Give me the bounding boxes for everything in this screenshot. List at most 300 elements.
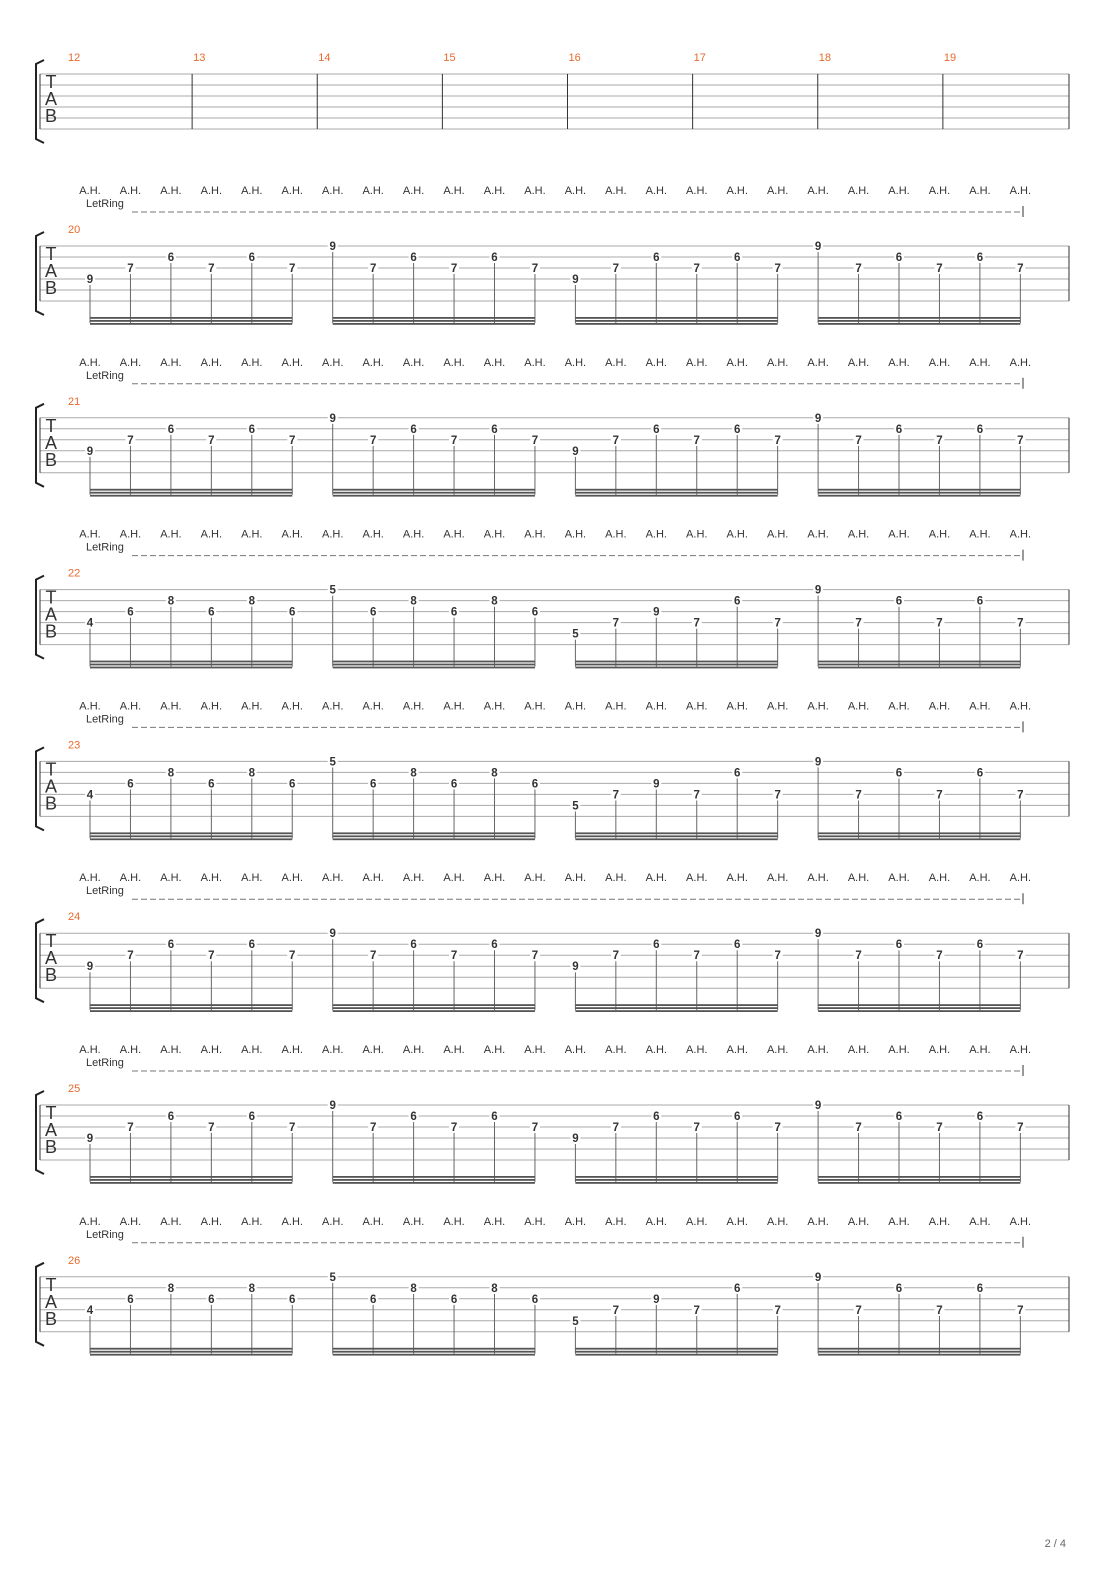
fret-number: 7 — [693, 617, 700, 630]
fret-number: 6 — [733, 595, 741, 608]
artificial-harmonic-label: A.H. — [200, 1044, 223, 1056]
tab-clef-letter: A — [44, 89, 58, 109]
artificial-harmonic-label: A.H. — [200, 185, 223, 197]
sixteenth-beam — [333, 661, 535, 663]
artificial-harmonic-label: A.H. — [847, 185, 870, 197]
artificial-harmonic-label: A.H. — [443, 356, 465, 369]
fret-number: 6 — [127, 778, 134, 791]
artificial-harmonic-label: A.H. — [281, 356, 303, 369]
artificial-harmonic-label: A.H. — [645, 356, 668, 369]
fret-number: 7 — [531, 1122, 539, 1134]
sixteenth-beam — [333, 1348, 535, 1350]
artificial-harmonic-label: A.H. — [443, 700, 465, 713]
sixteenth-beam — [333, 832, 535, 834]
fret-number: 7 — [208, 434, 215, 447]
artificial-harmonic-label: A.H. — [847, 1215, 870, 1228]
fret-number: 9 — [814, 1271, 822, 1284]
artificial-harmonic-label: A.H. — [847, 872, 870, 885]
fret-number: 9 — [814, 928, 822, 941]
fret-number: 7 — [450, 950, 458, 963]
sixteenth-beam — [333, 1354, 535, 1356]
fret-number: 7 — [127, 434, 134, 447]
sixteenth-beam — [333, 1004, 535, 1006]
sixteenth-beam — [333, 1010, 535, 1012]
fret-number: 6 — [733, 1111, 741, 1123]
artificial-harmonic-label: A.H. — [564, 700, 587, 713]
artificial-harmonic-label: A.H. — [726, 528, 748, 541]
artificial-harmonic-label: A.H. — [200, 356, 223, 369]
let-ring-label: LetRing — [86, 885, 124, 898]
sixteenth-beam — [90, 835, 292, 837]
artificial-harmonic-label: A.H. — [888, 528, 910, 541]
artificial-harmonic-label: A.H. — [524, 872, 546, 885]
fret-number: 6 — [733, 252, 741, 264]
fret-number: 7 — [855, 1122, 862, 1134]
sixteenth-beam — [90, 1348, 292, 1350]
let-ring-label: LetRing — [86, 713, 124, 726]
sixteenth-beam — [818, 1007, 1020, 1009]
artificial-harmonic-label: A.H. — [524, 185, 546, 197]
fret-number: 7 — [774, 950, 781, 963]
sixteenth-beam — [575, 323, 777, 325]
artificial-harmonic-label: A.H. — [200, 1215, 223, 1228]
fret-number: 7 — [208, 1122, 215, 1134]
artificial-harmonic-label: A.H. — [362, 185, 384, 197]
artificial-harmonic-label: A.H. — [726, 185, 748, 197]
fret-number: 6 — [450, 778, 458, 791]
fret-number: 7 — [612, 1122, 620, 1134]
artificial-harmonic-label: A.H. — [1009, 356, 1032, 369]
measure-number: 24 — [68, 911, 81, 924]
fret-number: 9 — [329, 928, 336, 941]
sixteenth-beam — [333, 323, 535, 325]
fret-number: 6 — [976, 767, 984, 780]
fret-number: 7 — [936, 263, 943, 275]
fret-number: 9 — [86, 961, 94, 974]
fret-number: 6 — [976, 939, 984, 952]
artificial-harmonic-label: A.H. — [362, 872, 384, 885]
artificial-harmonic-label: A.H. — [160, 528, 182, 541]
sixteenth-beam — [90, 667, 292, 669]
tab-clef-letter: B — [44, 965, 58, 986]
artificial-harmonic-label: A.H. — [483, 1044, 506, 1056]
artificial-harmonic-label: A.H. — [524, 528, 546, 541]
fret-number: 9 — [814, 412, 822, 425]
sixteenth-beam — [333, 492, 535, 494]
artificial-harmonic-label: A.H. — [281, 700, 303, 713]
fret-number: 7 — [369, 434, 377, 447]
sixteenth-beam — [333, 835, 535, 837]
fret-number: 6 — [653, 1111, 660, 1123]
artificial-harmonic-label: A.H. — [281, 185, 303, 197]
measure-number: 13 — [193, 52, 206, 64]
artificial-harmonic-label: A.H. — [645, 700, 668, 713]
fret-number: 6 — [167, 939, 175, 952]
fret-number: 6 — [653, 939, 660, 952]
fret-number: 6 — [895, 1282, 903, 1295]
artificial-harmonic-label: A.H. — [483, 528, 506, 541]
artificial-harmonic-label: A.H. — [969, 700, 991, 713]
fret-number: 6 — [733, 1282, 741, 1295]
artificial-harmonic-label: A.H. — [443, 1215, 465, 1228]
sixteenth-beam — [575, 664, 777, 666]
fret-number: 6 — [289, 1293, 296, 1306]
artificial-harmonic-label: A.H. — [119, 1044, 142, 1056]
artificial-harmonic-label: A.H. — [564, 1044, 587, 1056]
fret-number: 8 — [167, 1282, 175, 1295]
artificial-harmonic-label: A.H. — [79, 872, 101, 885]
artificial-harmonic-label: A.H. — [888, 700, 910, 713]
artificial-harmonic-label: A.H. — [645, 1215, 668, 1228]
fret-number: 7 — [289, 950, 296, 963]
artificial-harmonic-label: A.H. — [928, 1044, 951, 1056]
fret-number: 7 — [450, 263, 458, 275]
fret-number: 9 — [653, 606, 660, 619]
sixteenth-beam — [575, 1176, 777, 1178]
fret-number: 7 — [1017, 1304, 1024, 1317]
tab-clef-letter: B — [44, 1137, 58, 1157]
artificial-harmonic-label: A.H. — [119, 185, 142, 197]
sixteenth-beam — [90, 661, 292, 663]
fret-number: 7 — [369, 950, 377, 963]
sixteenth-beam — [575, 1182, 777, 1184]
artificial-harmonic-label: A.H. — [888, 1215, 910, 1228]
sixteenth-beam — [90, 1354, 292, 1356]
tab-clef-letter: T — [45, 415, 57, 436]
fret-number: 6 — [491, 1111, 498, 1123]
sixteenth-beam — [818, 1176, 1020, 1178]
fret-number: 7 — [289, 1122, 296, 1134]
sixteenth-beam — [818, 489, 1020, 491]
sixteenth-beam — [90, 1007, 292, 1009]
artificial-harmonic-label: A.H. — [807, 1215, 829, 1228]
fret-number: 7 — [774, 263, 781, 275]
measure-number: 12 — [68, 52, 81, 64]
sixteenth-beam — [333, 1176, 535, 1178]
fret-number: 9 — [572, 961, 579, 974]
artificial-harmonic-label: A.H. — [686, 1215, 708, 1228]
artificial-harmonic-label: A.H. — [160, 356, 182, 369]
artificial-harmonic-label: A.H. — [402, 185, 425, 197]
artificial-harmonic-label: A.H. — [686, 1044, 708, 1056]
artificial-harmonic-label: A.H. — [969, 185, 991, 197]
artificial-harmonic-label: A.H. — [888, 356, 910, 369]
artificial-harmonic-label: A.H. — [605, 356, 627, 369]
fret-number: 6 — [895, 595, 903, 608]
fret-number: 6 — [410, 423, 417, 436]
tab-clef-letter: A — [44, 604, 58, 625]
measure-number: 15 — [443, 52, 456, 64]
artificial-harmonic-label: A.H. — [766, 872, 789, 885]
fret-number: 7 — [774, 617, 781, 630]
artificial-harmonic-label: A.H. — [402, 356, 425, 369]
fret-number: 9 — [814, 241, 822, 253]
artificial-harmonic-label: A.H. — [443, 528, 465, 541]
artificial-harmonic-label: A.H. — [766, 1044, 789, 1056]
artificial-harmonic-label: A.H. — [807, 700, 829, 713]
sixteenth-beam — [90, 838, 292, 840]
measure-number: 17 — [693, 52, 706, 64]
sixteenth-beam — [818, 495, 1020, 497]
artificial-harmonic-label: A.H. — [564, 1215, 587, 1228]
artificial-harmonic-label: A.H. — [321, 700, 344, 713]
sixteenth-beam — [333, 1182, 535, 1184]
fret-number: 7 — [1017, 263, 1024, 275]
tab-clef-letter: T — [45, 1274, 57, 1295]
fret-number: 7 — [208, 263, 215, 275]
fret-number: 9 — [814, 584, 822, 597]
fret-number: 8 — [410, 1282, 417, 1295]
sixteenth-beam — [575, 667, 777, 669]
artificial-harmonic-label: A.H. — [443, 1044, 465, 1056]
sixteenth-beam — [90, 1182, 292, 1184]
artificial-harmonic-label: A.H. — [726, 700, 748, 713]
fret-number: 6 — [167, 423, 175, 436]
fret-number: 7 — [855, 789, 862, 802]
artificial-harmonic-label: A.H. — [686, 700, 708, 713]
fret-number: 8 — [248, 595, 256, 608]
fret-number: 6 — [895, 252, 903, 264]
fret-number: 7 — [531, 950, 539, 963]
fret-number: 7 — [289, 434, 296, 447]
let-ring-label: LetRing — [86, 1228, 124, 1241]
artificial-harmonic-label: A.H. — [119, 872, 142, 885]
let-ring-label: LetRing — [86, 198, 124, 210]
fret-number: 7 — [450, 434, 458, 447]
sixteenth-beam — [90, 1004, 292, 1006]
fret-number: 7 — [612, 950, 620, 963]
fret-number: 4 — [86, 617, 94, 630]
measure-number: 25 — [68, 1083, 81, 1095]
fret-number: 6 — [491, 939, 498, 952]
tab-clef-letter: B — [44, 793, 58, 814]
fret-number: 6 — [289, 778, 296, 791]
artificial-harmonic-label: A.H. — [726, 872, 748, 885]
sixteenth-beam — [575, 489, 777, 491]
artificial-harmonic-label: A.H. — [847, 356, 870, 369]
artificial-harmonic-label: A.H. — [160, 1215, 182, 1228]
fret-number: 9 — [86, 1133, 94, 1145]
fret-number: 7 — [1017, 434, 1024, 447]
tab-clef-letter: T — [45, 72, 57, 92]
artificial-harmonic-label: A.H. — [847, 528, 870, 541]
fret-number: 5 — [329, 584, 336, 597]
sixteenth-beam — [575, 492, 777, 494]
artificial-harmonic-label: A.H. — [686, 185, 708, 197]
fret-number: 6 — [369, 1293, 377, 1306]
artificial-harmonic-label: A.H. — [241, 1044, 263, 1056]
sixteenth-beam — [575, 835, 777, 837]
artificial-harmonic-label: A.H. — [362, 1215, 384, 1228]
fret-number: 6 — [733, 767, 741, 780]
sixteenth-beam — [575, 1351, 777, 1353]
sixteenth-beam — [818, 323, 1020, 325]
artificial-harmonic-label: A.H. — [79, 528, 101, 541]
fret-number: 5 — [572, 628, 579, 641]
fret-number: 7 — [289, 263, 296, 275]
tab-clef-letter: B — [44, 106, 58, 126]
sixteenth-beam — [818, 835, 1020, 837]
artificial-harmonic-label: A.H. — [160, 872, 182, 885]
fret-number: 7 — [1017, 789, 1024, 802]
sixteenth-beam — [90, 492, 292, 494]
artificial-harmonic-label: A.H. — [524, 700, 546, 713]
fret-number: 6 — [895, 939, 903, 952]
let-ring-label: LetRing — [86, 1057, 124, 1069]
fret-number: 6 — [653, 423, 660, 436]
fret-number: 6 — [369, 778, 377, 791]
sixteenth-beam — [90, 1351, 292, 1353]
artificial-harmonic-label: A.H. — [79, 1215, 101, 1228]
fret-number: 6 — [167, 252, 175, 264]
artificial-harmonic-label: A.H. — [402, 1215, 425, 1228]
sixteenth-beam — [818, 1179, 1020, 1181]
fret-number: 7 — [936, 950, 943, 963]
fret-number: 6 — [976, 423, 984, 436]
fret-number: 8 — [248, 767, 256, 780]
artificial-harmonic-label: A.H. — [79, 356, 101, 369]
sixteenth-beam — [818, 320, 1020, 322]
artificial-harmonic-label: A.H. — [79, 700, 101, 713]
artificial-harmonic-label: A.H. — [200, 700, 223, 713]
sixteenth-beam — [90, 1010, 292, 1012]
let-ring-label: LetRing — [86, 541, 124, 554]
sixteenth-beam — [818, 1182, 1020, 1184]
fret-number: 6 — [733, 423, 741, 436]
fret-number: 7 — [612, 617, 620, 630]
artificial-harmonic-label: A.H. — [726, 1215, 748, 1228]
fret-number: 7 — [612, 434, 620, 447]
tab-clef-letter: T — [45, 244, 57, 264]
artificial-harmonic-label: A.H. — [119, 700, 142, 713]
artificial-harmonic-label: A.H. — [281, 1215, 303, 1228]
sixteenth-beam — [818, 664, 1020, 666]
fret-number: 7 — [936, 1304, 943, 1317]
measure-number: 22 — [68, 567, 81, 580]
fret-number: 7 — [531, 263, 539, 275]
measure-number: 26 — [68, 1254, 81, 1267]
artificial-harmonic-label: A.H. — [119, 356, 142, 369]
sixteenth-beam — [333, 838, 535, 840]
sixteenth-beam — [818, 661, 1020, 663]
sixteenth-beam — [818, 492, 1020, 494]
fret-number: 7 — [936, 434, 943, 447]
page-number: 2 / 4 — [1044, 1538, 1066, 1550]
tab-clef-letter: T — [45, 1103, 57, 1123]
artificial-harmonic-label: A.H. — [969, 1044, 991, 1056]
artificial-harmonic-label: A.H. — [443, 185, 465, 197]
fret-number: 9 — [653, 1293, 660, 1306]
fret-number: 7 — [855, 950, 862, 963]
fret-number: 7 — [774, 1304, 781, 1317]
fret-number: 7 — [855, 434, 862, 447]
artificial-harmonic-label: A.H. — [241, 185, 263, 197]
fret-number: 7 — [855, 1304, 862, 1317]
artificial-harmonic-label: A.H. — [807, 356, 829, 369]
fret-number: 6 — [410, 1111, 417, 1123]
fret-number: 5 — [329, 756, 336, 769]
artificial-harmonic-label: A.H. — [524, 1044, 546, 1056]
fret-number: 8 — [167, 767, 175, 780]
sixteenth-beam — [90, 317, 292, 319]
fret-number: 6 — [895, 767, 903, 780]
measure-number: 16 — [568, 52, 581, 64]
artificial-harmonic-label: A.H. — [402, 872, 425, 885]
artificial-harmonic-label: A.H. — [281, 872, 303, 885]
fret-number: 8 — [491, 595, 498, 608]
artificial-harmonic-label: A.H. — [807, 872, 829, 885]
artificial-harmonic-label: A.H. — [160, 1044, 182, 1056]
fret-number: 6 — [450, 606, 458, 619]
fret-number: 6 — [531, 778, 539, 791]
artificial-harmonic-label: A.H. — [605, 1044, 627, 1056]
fret-number: 7 — [612, 263, 620, 275]
measure-number: 23 — [68, 739, 81, 752]
sixteenth-beam — [575, 320, 777, 322]
tab-clef-letter: A — [44, 432, 58, 453]
fret-number: 6 — [976, 1111, 984, 1123]
sixteenth-beam — [90, 1176, 292, 1178]
artificial-harmonic-label: A.H. — [321, 356, 344, 369]
artificial-harmonic-label: A.H. — [362, 700, 384, 713]
tab-clef-letter: B — [44, 449, 58, 470]
fret-number: 5 — [572, 1315, 579, 1328]
sixteenth-beam — [818, 667, 1020, 669]
fret-number: 7 — [1017, 617, 1024, 630]
fret-number: 7 — [693, 434, 700, 447]
artificial-harmonic-label: A.H. — [241, 528, 263, 541]
fret-number: 6 — [208, 606, 215, 619]
fret-number: 8 — [410, 595, 417, 608]
sixteenth-beam — [575, 661, 777, 663]
artificial-harmonic-label: A.H. — [605, 872, 627, 885]
fret-number: 7 — [774, 434, 781, 447]
sixteenth-beam — [575, 838, 777, 840]
fret-number: 5 — [572, 800, 579, 813]
fret-number: 6 — [410, 252, 417, 264]
artificial-harmonic-label: A.H. — [645, 1044, 668, 1056]
artificial-harmonic-label: A.H. — [605, 1215, 627, 1228]
sixteenth-beam — [333, 1007, 535, 1009]
artificial-harmonic-label: A.H. — [119, 528, 142, 541]
fret-number: 6 — [531, 1293, 539, 1306]
fret-number: 7 — [1017, 950, 1024, 963]
fret-number: 6 — [895, 1111, 903, 1123]
sixteenth-beam — [90, 495, 292, 497]
tab-clef-letter: T — [45, 587, 57, 608]
artificial-harmonic-label: A.H. — [928, 356, 951, 369]
fret-number: 4 — [86, 1304, 94, 1317]
artificial-harmonic-label: A.H. — [928, 872, 951, 885]
artificial-harmonic-label: A.H. — [362, 528, 384, 541]
artificial-harmonic-label: A.H. — [564, 872, 587, 885]
artificial-harmonic-label: A.H. — [483, 700, 506, 713]
fret-number: 8 — [167, 595, 175, 608]
sixteenth-beam — [575, 317, 777, 319]
fret-number: 6 — [531, 606, 539, 619]
sixteenth-beam — [333, 667, 535, 669]
fret-number: 6 — [167, 1111, 175, 1123]
fret-number: 7 — [612, 1304, 620, 1317]
sixteenth-beam — [575, 495, 777, 497]
sixteenth-beam — [575, 1010, 777, 1012]
sixteenth-beam — [90, 664, 292, 666]
artificial-harmonic-label: A.H. — [686, 528, 708, 541]
artificial-harmonic-label: A.H. — [807, 528, 829, 541]
artificial-harmonic-label: A.H. — [321, 1044, 344, 1056]
artificial-harmonic-label: A.H. — [928, 1215, 951, 1228]
artificial-harmonic-label: A.H. — [969, 1215, 991, 1228]
